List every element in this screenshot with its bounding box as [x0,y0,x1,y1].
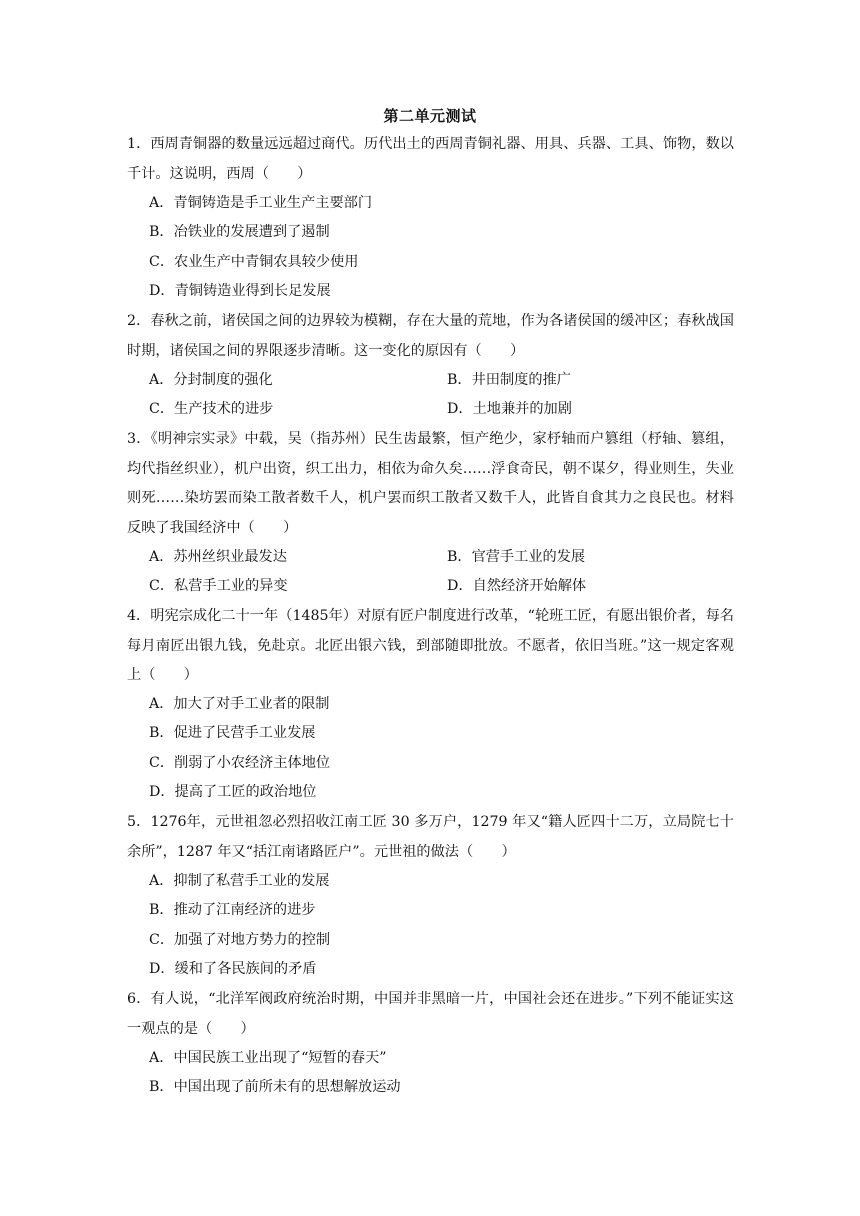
question-5-option-a: A．抑制了私营手工业的发展 [149,873,330,889]
question-1-stem: 1．西周青铜器的数量远远超过商代。历代出土的西周青铜礼器、用具、兵器、工具、饰物，数以千计。这说明，西周（ ） [127,136,734,182]
page-title: 第二单元测试 [383,107,477,125]
question-1-option-c: C．农业生产中青铜农具较少使用 [149,254,359,270]
question-3-option-d: D．自然经济开始解体 [447,578,587,594]
question-3-stem: 3．《明神宗实录》中载，吴（指苏州）民生齿最繁，恒产绝少，家杼轴而户篡组（杼轴、篡组，均代指丝织业），机户出资，织工出力，相依为命久矣……浮食奇民，朝不谋夕，得业则生，失业则死……染坊罢而染工散者数千人，机户罢而织工散者又数千人，此皆自食其力之良民也。材料反映了我国经济中（ ） [127,431,734,536]
question-3-option-c: C．私营手工业的异变 [149,578,288,594]
question-4-stem: 4．明宪宗成化二十一年（1485年）对原有匠户制度进行改革，“轮班工匠，有愿出银价者，每名每月南匠出银九钱，免赴京。北匠出银六钱，到部随即批放。不愿者，依旧当班。”这一规定客观上（ ） [127,608,734,683]
question-5-option-d: D．缓和了各民族间的矛盾 [149,961,317,977]
question-4-option-b: B．促进了民营手工业发展 [149,725,316,741]
question-3-option-a: A．苏州丝织业最发达 [149,549,287,565]
question-2-option-a: A．分封制度的强化 [149,372,273,388]
question-5-stem: 5．1276年，元世祖忽必烈招收江南工匠 30 多万户，1279 年又“籍人匠四十二万，立局院七十余所”，1287 年又“括江南诸路匠户”。元世祖的做法（ ） [127,814,734,860]
question-1-option-d: D．青铜铸造业得到长足发展 [149,283,331,299]
question-6-option-a: A．中国民族工业出现了“短暂的春天” [149,1050,387,1066]
question-2-stem: 2．春秋之前，诸侯国之间的边界较为模糊，存在大量的荒地，作为各诸侯国的缓冲区；春秋战国时期，诸侯国之间的界限逐步清晰。这一变化的原因有（ ） [127,313,734,359]
question-1-option-a: A．青铜铸造是手工业生产主要部门 [149,195,373,211]
question-1-option-b: B．冶铁业的发展遭到了遏制 [149,224,330,240]
question-5-option-c: C．加强了对地方势力的控制 [149,932,331,948]
question-2-option-b: B．井田制度的推广 [447,372,571,388]
question-5-option-b: B．推动了江南经济的进步 [149,902,316,918]
question-4-option-d: D．提高了工匠的政治地位 [149,784,317,800]
question-6-option-b: B．中国出现了前所未有的思想解放运动 [149,1079,401,1095]
question-2-option-c: C．生产技术的进步 [149,401,274,417]
question-2-option-d: D．土地兼并的加剧 [447,401,572,417]
question-4-option-c: C．削弱了小农经济主体地位 [149,755,331,771]
question-6-stem: 6．有人说，“北洋军阀政府统治时期，中国并非黑暗一片，中国社会还在进步。”下列不能证实这一观点的是（ ） [127,991,734,1037]
question-4-option-a: A．加大了对手工业者的限制 [149,696,330,712]
question-3-option-b: B．官营手工业的发展 [447,549,586,565]
